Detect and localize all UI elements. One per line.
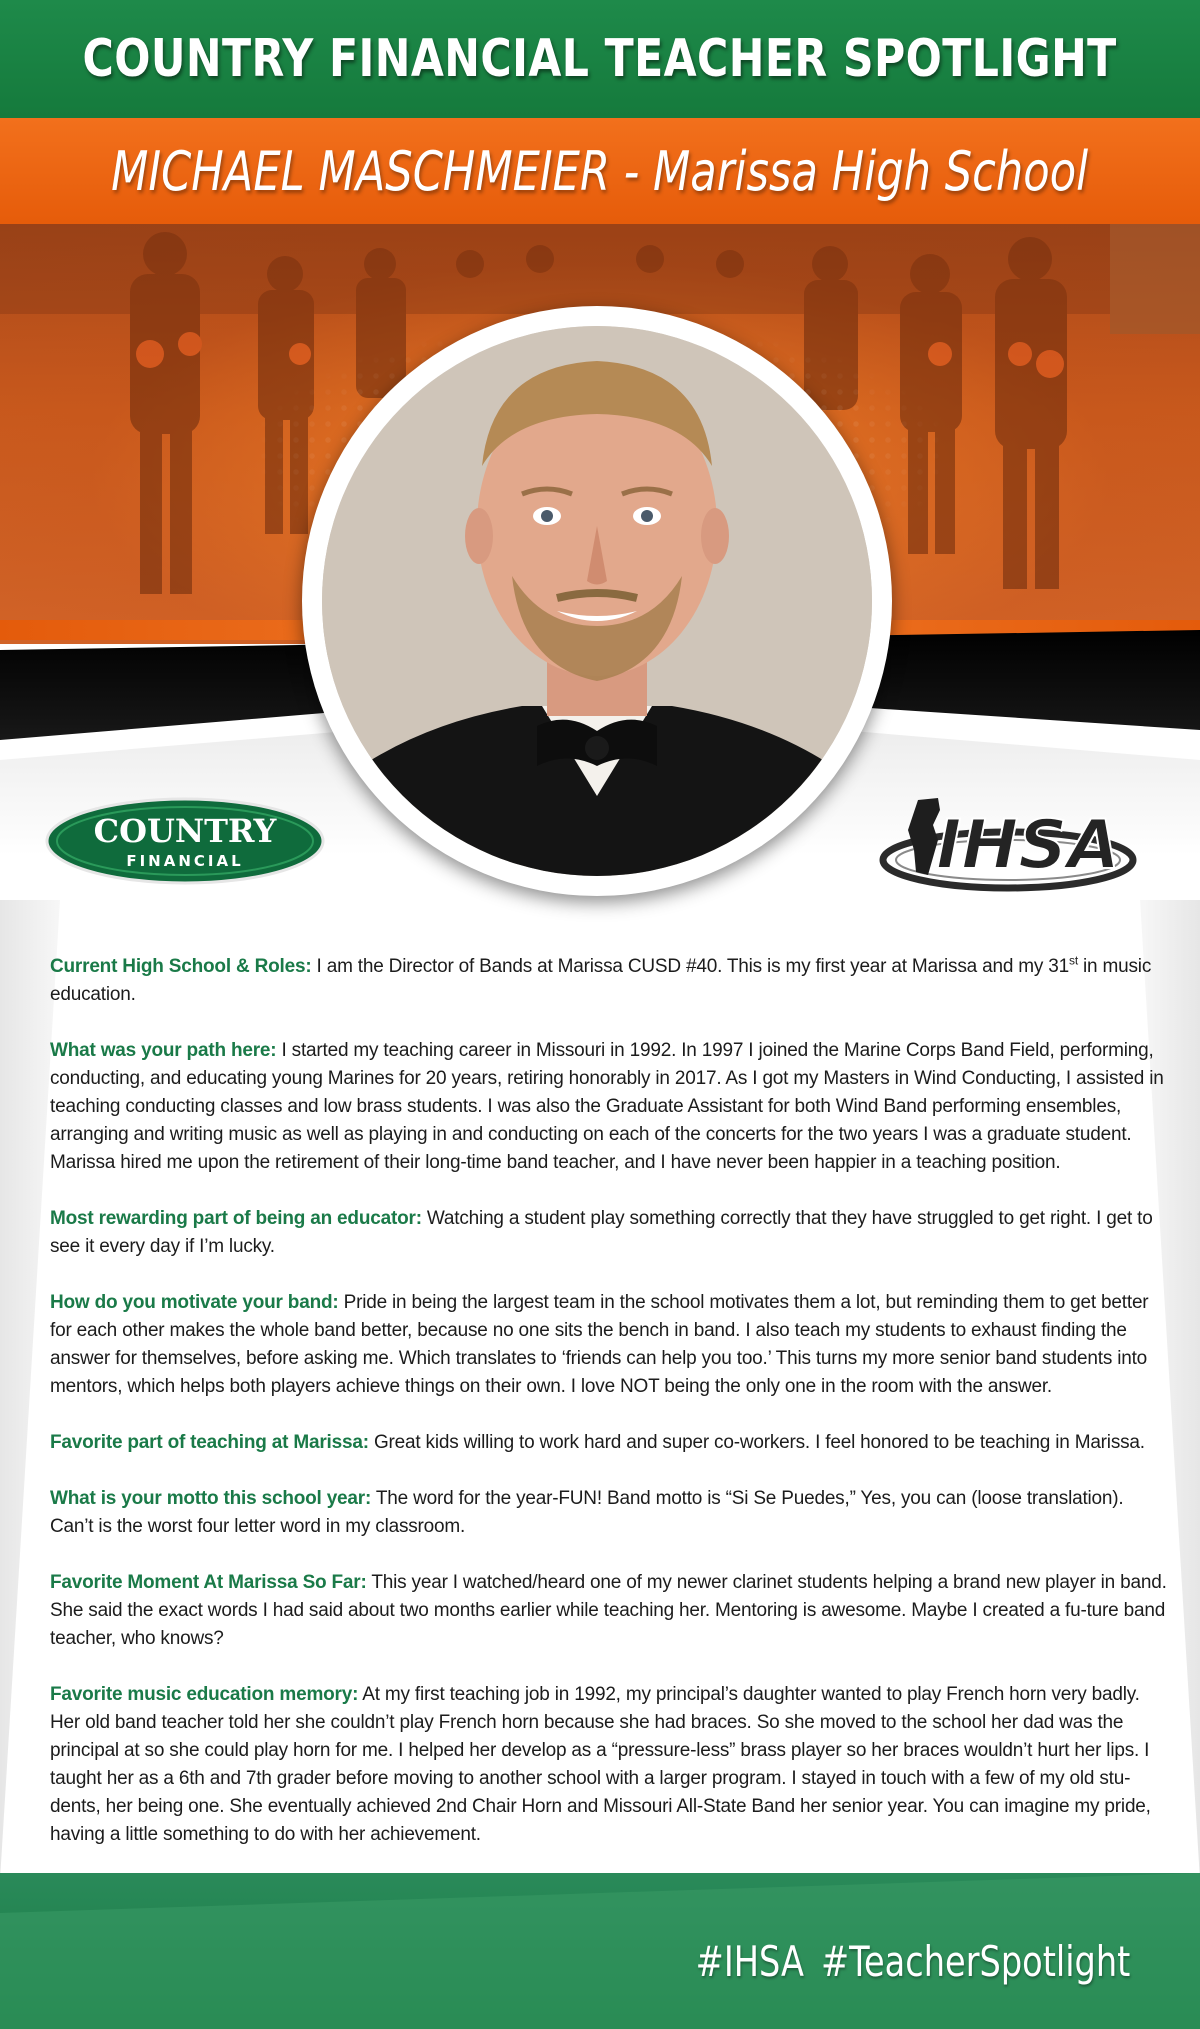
country-logo-text: COUNTRY bbox=[93, 812, 277, 850]
qa-item-favorite-part bbox=[50, 1429, 1170, 1457]
country-financial-logo bbox=[44, 796, 326, 886]
ihsa-logo bbox=[878, 780, 1138, 898]
question-label: Current High School & Roles: bbox=[50, 956, 312, 977]
question-label: How do you motivate your band: bbox=[50, 1292, 339, 1313]
question-label: Favorite part of teaching at Marissa: bbox=[50, 1432, 369, 1453]
ihsa-logo-text: IHSA bbox=[936, 806, 1120, 885]
qa-item-motivate bbox=[50, 1289, 1170, 1401]
qa-item-memory bbox=[50, 1681, 1170, 1849]
teacher-portrait bbox=[322, 326, 872, 876]
qa-content bbox=[50, 953, 1170, 1877]
header-title-bar bbox=[0, 0, 1200, 118]
answer-text: The word for the year-FUN! Band motto is “Si Se Puedes,” Yes, you can (loose translation). Can’t is the worst four letter word in my classroom. bbox=[50, 1488, 1124, 1537]
qa-item-roles bbox=[50, 953, 1170, 1009]
question-label: Most rewarding part of being an educator: bbox=[50, 1208, 422, 1229]
ordinal-suffix: st bbox=[1069, 953, 1078, 968]
qa-item-rewarding bbox=[50, 1205, 1170, 1261]
answer-text: I started my teaching career in Missouri in 1992. In 1997 I joined the Marine Corps Band Field, performing, conducting, and educating young Marines for 20 years, retiring honorably in 2017. As I got my Masters in Wind Conducting, I assisted in teaching conducting classes and low brass students. I was also the Graduate Assistant for both Wind Band performing ensembles, arranging and writing music as well as playing in and conducting on each of the concerts for the two years I was a graduate student. Marissa hired me upon the retirement of their long-time band teacher, and I have never been happier in a teaching position. bbox=[50, 1040, 1164, 1173]
answer-text: Great kids willing to work hard and super co-workers. I feel honored to be teaching in Marissa. bbox=[368, 1432, 1145, 1453]
answer-text: This year I watched/heard one of my newer clarinet students helping a brand new player in band. She said the exact words I had said about two months earlier while teaching her. Mentoring is awesome. Maybe I created a fu-ture band teacher, who knows? bbox=[50, 1572, 1167, 1649]
answer-text: At my first teaching job in 1992, my principal’s daughter wanted to play French horn very badly. Her old band teacher told her she couldn’t play French horn because she had braces. So she moved to the school her dad was the principal at so she could play horn for me. I helped her develop as a “pressure-less” brass player so her braces wouldn’t hurt her lips. I taught her as a 6th and 7th grader before moving to another school with a larger program. I stayed in touch with a few of my old stu-dents, her being one. She eventually achieved 2nd Chair Horn and Missouri All-State Band her senior year. You can imagine my pride, having a little something to do with her achievement. bbox=[50, 1684, 1151, 1845]
answer-text: I am the Director of Bands at Marissa CUSD #40. This is my first year at Marissa and my 31 bbox=[311, 956, 1070, 977]
answer-text: Watching a student play something correctly that they have struggled to get right. I get to see it every day if I’m lucky. bbox=[50, 1208, 1153, 1257]
header-subtitle-bar bbox=[0, 118, 1200, 224]
question-label: Favorite Moment At Marissa So Far: bbox=[50, 1572, 367, 1593]
teacher-name-school: MICHAEL MASCHMEIER - Marissa High School bbox=[111, 139, 1089, 203]
question-label: Favorite music education memory: bbox=[50, 1684, 359, 1705]
qa-item-motto bbox=[50, 1485, 1170, 1541]
financial-logo-text: FINANCIAL bbox=[126, 852, 244, 870]
qa-item-path bbox=[50, 1037, 1170, 1177]
question-label: What was your path here: bbox=[50, 1040, 277, 1061]
portrait-illustration bbox=[322, 326, 872, 876]
answer-text: Pride in being the largest team in the school motivates them a lot, but reminding them to get better for each other makes the whole band better, because no one sits the bench in band. I also teach my students to exhaust finding the answer for themselves, before asking me. Which translates to ‘friends can help you too.’ This turns my more senior band students into mentors, which helps both players achieve things on their own. I love NOT being the only one in the room with the answer. bbox=[50, 1292, 1149, 1397]
answer-text-cont: in music education. bbox=[50, 956, 1152, 1005]
question-label: What is your motto this school year: bbox=[50, 1488, 372, 1509]
qa-item-favorite-moment bbox=[50, 1569, 1170, 1653]
page-title: COUNTRY FINANCIAL TEACHER SPOTLIGHT bbox=[82, 29, 1118, 89]
footer-bar bbox=[0, 1873, 1200, 2029]
footer-hashtags: #IHSA #TeacherSpotlight bbox=[695, 1937, 1130, 1986]
